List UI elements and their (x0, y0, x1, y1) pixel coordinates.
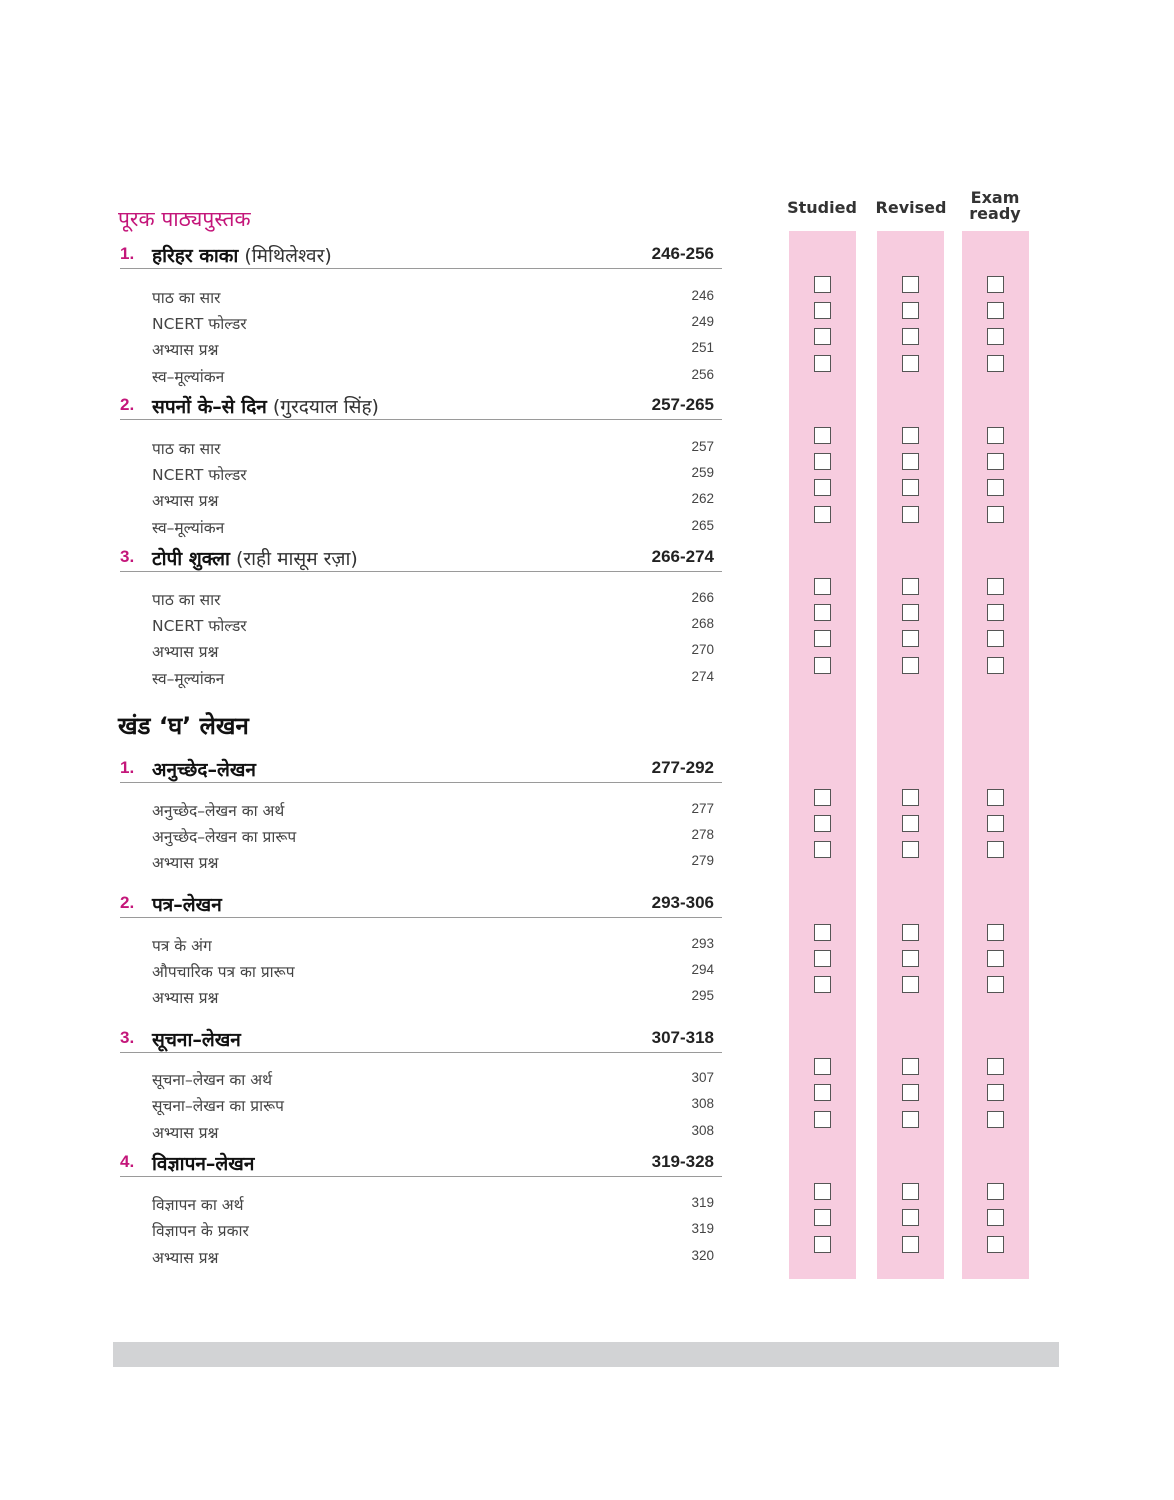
topic-page-number: 262 (691, 491, 714, 506)
topic-label: पाठ का सार (152, 591, 221, 609)
topic-label: NCERT फोल्डर (152, 466, 247, 484)
topic-row (152, 960, 714, 982)
revised-checkbox[interactable] (902, 427, 919, 444)
revised-checkbox[interactable] (902, 578, 919, 595)
studied-checkbox[interactable] (814, 950, 831, 967)
chapter-heading (120, 758, 722, 783)
chapter-page-range: 277-292 (651, 758, 714, 777)
chapter-title (152, 1150, 254, 1176)
revised-checkbox[interactable] (902, 1236, 919, 1253)
topic-page-number: 295 (691, 988, 714, 1003)
topic-row (152, 614, 714, 636)
exam-ready-checkbox[interactable] (987, 578, 1004, 595)
section-title: पूरक पाठ्यपुस्तक (118, 207, 251, 231)
revised-checkbox[interactable] (902, 1058, 919, 1075)
exam-ready-checkbox[interactable] (987, 950, 1004, 967)
topic-page-number: 293 (691, 936, 714, 951)
exam-ready-checkbox[interactable] (987, 841, 1004, 858)
studied-checkbox[interactable] (814, 630, 831, 647)
studied-checkbox[interactable] (814, 815, 831, 832)
revised-checkbox[interactable] (902, 657, 919, 674)
revised-column-header: Revised (875, 198, 947, 217)
revised-checkbox[interactable] (902, 302, 919, 319)
studied-checkbox[interactable] (814, 1058, 831, 1075)
chapter-page-range: 319-328 (651, 1152, 714, 1171)
chapter-heading (120, 395, 722, 420)
studied-checkbox[interactable] (814, 302, 831, 319)
studied-checkbox[interactable] (814, 355, 831, 372)
topic-page-number: 266 (691, 590, 714, 605)
topic-label: NCERT फोल्डर (152, 315, 247, 333)
topic-label: विज्ञापन के प्रकार (152, 1222, 249, 1240)
chapter-title-text: सपनों के–से दिन (152, 396, 267, 418)
topic-row (152, 365, 714, 387)
studied-checkbox[interactable] (814, 506, 831, 523)
topic-row (152, 1193, 714, 1215)
revised-checkbox[interactable] (902, 453, 919, 470)
chapter-page-range: 307-318 (651, 1028, 714, 1047)
studied-checkbox[interactable] (814, 657, 831, 674)
topic-row (152, 1219, 714, 1241)
revised-checkbox[interactable] (902, 1209, 919, 1226)
revised-checkbox[interactable] (902, 506, 919, 523)
chapter-number: 4. (120, 1152, 135, 1171)
chapter-heading (120, 244, 722, 269)
topic-page-number: 256 (691, 367, 714, 382)
chapter-heading (120, 893, 722, 918)
studied-checkbox[interactable] (814, 1084, 831, 1101)
exam-ready-checkbox[interactable] (987, 976, 1004, 993)
topic-label: अनुच्छेद–लेखन का अर्थ (152, 802, 285, 820)
topic-label: स्व–मूल्यांकन (152, 368, 225, 386)
chapter-title (152, 242, 332, 268)
studied-checkbox[interactable] (814, 453, 831, 470)
chapter-number: 2. (120, 893, 135, 912)
chapter-title-text: टोपी शुक्ला (152, 548, 230, 570)
chapter-number: 3. (120, 547, 135, 566)
studied-checkbox[interactable] (814, 276, 831, 293)
topic-row (152, 1121, 714, 1143)
chapter-title (152, 891, 222, 917)
studied-checkbox[interactable] (814, 427, 831, 444)
studied-checkbox[interactable] (814, 479, 831, 496)
topic-page-number: 246 (691, 288, 714, 303)
revised-checkbox[interactable] (902, 328, 919, 345)
studied-checkbox[interactable] (814, 328, 831, 345)
chapter-title (152, 756, 256, 782)
exam-ready-checkbox[interactable] (987, 1058, 1004, 1075)
chapter-number: 1. (120, 244, 135, 263)
chapter-page-range: 257-265 (651, 395, 714, 414)
exam-ready-checkbox[interactable] (987, 453, 1004, 470)
topic-label: अभ्यास प्रश्न (152, 492, 219, 510)
topic-row (152, 1246, 714, 1268)
studied-checkbox[interactable] (814, 604, 831, 621)
revised-checkbox[interactable] (902, 976, 919, 993)
topic-label: पाठ का सार (152, 440, 221, 458)
studied-checkbox[interactable] (814, 924, 831, 941)
topic-label: सूचना–लेखन का अर्थ (152, 1071, 272, 1089)
topic-label: अभ्यास प्रश्न (152, 1249, 219, 1267)
topic-row (152, 934, 714, 956)
topic-page-number: 278 (691, 827, 714, 842)
exam-ready-checkbox[interactable] (987, 789, 1004, 806)
chapter-title-text: अनुच्छेद–लेखन (152, 759, 256, 781)
exam-ready-checkbox[interactable] (987, 276, 1004, 293)
revised-checkbox[interactable] (902, 479, 919, 496)
chapter-heading (120, 547, 722, 572)
revised-checkbox[interactable] (902, 355, 919, 372)
topic-page-number: 270 (691, 642, 714, 657)
studied-column-header: Studied (787, 198, 857, 217)
exam-ready-checkbox[interactable] (987, 302, 1004, 319)
chapter-title (152, 545, 358, 571)
topic-label: अभ्यास प्रश्न (152, 341, 219, 359)
revised-checkbox[interactable] (902, 1084, 919, 1101)
topic-page-number: 279 (691, 853, 714, 868)
revised-checkbox[interactable] (902, 276, 919, 293)
topic-row (152, 312, 714, 334)
chapter-heading (120, 1028, 722, 1053)
topic-page-number: 265 (691, 518, 714, 533)
topic-label: अभ्यास प्रश्न (152, 643, 219, 661)
chapter-author: (गुरदयाल सिंह) (272, 396, 379, 418)
exam-ready-checkbox[interactable] (987, 1183, 1004, 1200)
topic-page-number: 319 (691, 1221, 714, 1236)
section-title: खंड ‘घ’ लेखन (118, 712, 249, 740)
chapter-author: (राही मासूम रज़ा) (235, 548, 358, 570)
studied-checkbox[interactable] (814, 578, 831, 595)
topic-row (152, 516, 714, 538)
topic-page-number: 320 (691, 1248, 714, 1263)
chapter-title-text: सूचना–लेखन (152, 1029, 241, 1051)
topic-row (152, 667, 714, 689)
studied-checkbox[interactable] (814, 1111, 831, 1128)
topic-row (152, 986, 714, 1008)
chapter-title-text: हरिहर काका (152, 245, 239, 267)
topic-row (152, 825, 714, 847)
revised-checkbox[interactable] (902, 1183, 919, 1200)
topic-row (152, 489, 714, 511)
exam-ready-checkbox[interactable] (987, 427, 1004, 444)
topic-row (152, 1068, 714, 1090)
studied-checkbox[interactable] (814, 841, 831, 858)
topic-page-number: 319 (691, 1195, 714, 1210)
exam-ready-checkbox[interactable] (987, 506, 1004, 523)
topic-row (152, 437, 714, 459)
topic-page-number: 277 (691, 801, 714, 816)
topic-page-number: 308 (691, 1123, 714, 1138)
topic-label: NCERT फोल्डर (152, 617, 247, 635)
topic-row (152, 286, 714, 308)
topic-label: अभ्यास प्रश्न (152, 989, 219, 1007)
topic-label: औपचारिक पत्र का प्रारूप (152, 963, 295, 981)
topic-label: स्व–मूल्यांकन (152, 670, 225, 688)
revised-checkbox[interactable] (902, 950, 919, 967)
exam-ready-checkbox[interactable] (987, 657, 1004, 674)
topic-label: स्व–मूल्यांकन (152, 519, 225, 537)
chapter-title-text: विज्ञापन–लेखन (152, 1153, 255, 1175)
exam-ready-checkbox[interactable] (987, 815, 1004, 832)
revised-checkbox[interactable] (902, 630, 919, 647)
topic-label: पत्र के अंग (152, 937, 212, 955)
topic-page-number: 307 (691, 1070, 714, 1085)
chapter-number: 2. (120, 395, 135, 414)
topic-label: अनुच्छेद–लेखन का प्रारूप (152, 828, 297, 846)
topic-page-number: 249 (691, 314, 714, 329)
chapter-number: 3. (120, 1028, 135, 1047)
exam-ready-checkbox[interactable] (987, 924, 1004, 941)
chapter-author: (मिथिलेश्वर) (244, 245, 332, 267)
studied-checkbox[interactable] (814, 1183, 831, 1200)
exam-ready-checkbox[interactable] (987, 1209, 1004, 1226)
revised-checkbox[interactable] (902, 1111, 919, 1128)
exam-ready-checkbox[interactable] (987, 1111, 1004, 1128)
revised-checkbox[interactable] (902, 789, 919, 806)
topic-page-number: 251 (691, 340, 714, 355)
chapter-title (152, 1026, 241, 1052)
revised-checkbox[interactable] (902, 924, 919, 941)
exam-ready-checkbox[interactable] (987, 1084, 1004, 1101)
revised-checkbox[interactable] (902, 841, 919, 858)
chapter-page-range: 246-256 (651, 244, 714, 263)
chapter-page-range: 266-274 (651, 547, 714, 566)
topic-row (152, 463, 714, 485)
exam-ready-checkbox[interactable] (987, 479, 1004, 496)
topic-row (152, 338, 714, 360)
studied-checkbox[interactable] (814, 1236, 831, 1253)
footer-bar (113, 1342, 1059, 1367)
chapter-title-text: पत्र–लेखन (152, 894, 222, 916)
chapter-page-range: 293-306 (651, 893, 714, 912)
topic-page-number: 294 (691, 962, 714, 977)
topic-page-number: 274 (691, 669, 714, 684)
topic-row (152, 851, 714, 873)
topic-row (152, 640, 714, 662)
exam-ready-checkbox[interactable] (987, 1236, 1004, 1253)
studied-checkbox[interactable] (814, 789, 831, 806)
chapter-heading (120, 1152, 722, 1177)
topic-label: पाठ का सार (152, 289, 221, 307)
topic-page-number: 257 (691, 439, 714, 454)
exam-ready-checkbox[interactable] (987, 328, 1004, 345)
exam-ready-checkbox[interactable] (987, 630, 1004, 647)
exam-ready-checkbox[interactable] (987, 604, 1004, 621)
studied-checkbox[interactable] (814, 976, 831, 993)
chapter-number: 1. (120, 758, 135, 777)
topic-label: विज्ञापन का अर्थ (152, 1196, 244, 1214)
exam-ready-checkbox[interactable] (987, 355, 1004, 372)
topic-row (152, 588, 714, 610)
topic-page-number: 268 (691, 616, 714, 631)
revised-checkbox[interactable] (902, 604, 919, 621)
revised-checkbox[interactable] (902, 815, 919, 832)
studied-checkbox[interactable] (814, 1209, 831, 1226)
topic-row (152, 799, 714, 821)
topic-label: सूचना–लेखन का प्रारूप (152, 1097, 284, 1115)
topic-page-number: 259 (691, 465, 714, 480)
chapter-title (152, 393, 379, 419)
topic-row (152, 1094, 714, 1116)
topic-label: अभ्यास प्रश्न (152, 854, 219, 872)
topic-page-number: 308 (691, 1096, 714, 1111)
exam-ready-column-header: Exam ready (969, 188, 1021, 223)
topic-label: अभ्यास प्रश्न (152, 1124, 219, 1142)
